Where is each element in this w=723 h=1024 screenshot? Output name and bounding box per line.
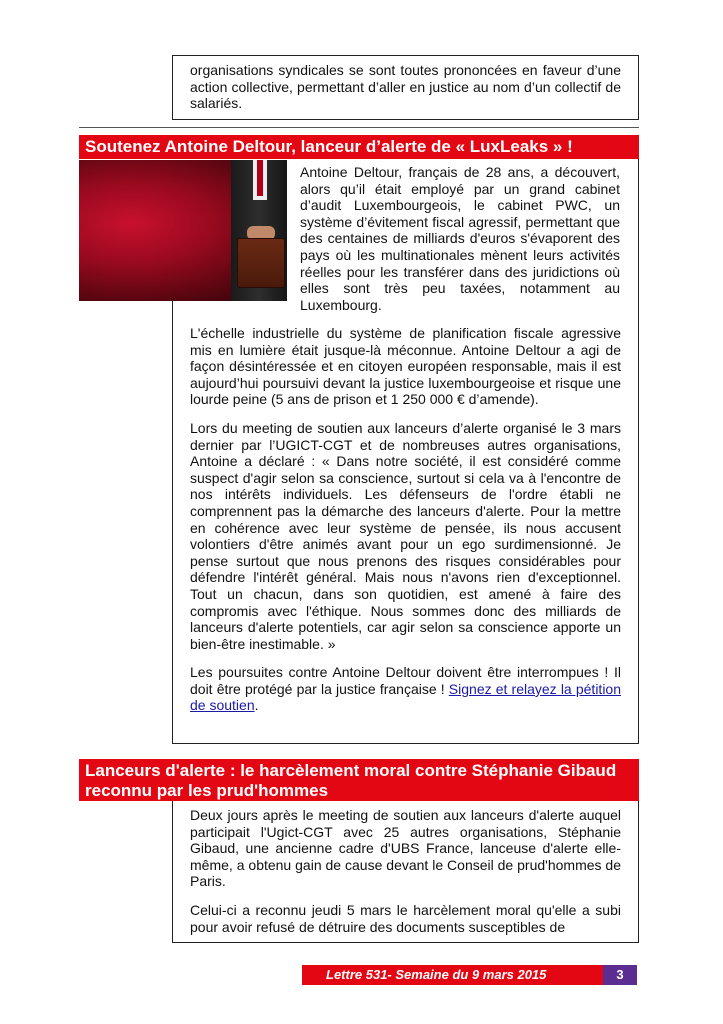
section1-para4-text: Les poursuites contre Antoine Deltour doivent être interrompues ! Il doit être protégé par la justice française !	[190, 664, 621, 697]
footer-bar	[302, 965, 637, 985]
section2-para1: Deux jours après le meeting de soutien aux lanceurs d'alerte auquel participait l'Ugict-CGT avec 25 autres organisations, Stéphanie Gibaud, une ancienne cadre d'UBS France, lanceuse d'alerte elle-même, a obtenu gain de cause devant le Conseil de prud'hommes de Paris.	[190, 807, 621, 890]
page-number: 3	[603, 965, 637, 985]
section1-box-right-edge	[638, 159, 639, 318]
footer-text: Lettre 531- Semaine du 9 mars 2015	[326, 967, 547, 982]
section2-para2: Celui-ci a reconnu jeudi 5 mars le harcèlement moral qu'elle a subi pour avoir refusé de détruire des documents susceptibles de	[190, 901, 621, 935]
section1-heading-text: Soutenez Antoine Deltour, lanceur d’alerte de « LuxLeaks » !	[85, 137, 573, 156]
petition-link[interactable]: Signez et relayez la pétition de soutien	[190, 680, 621, 714]
section2-heading-text: Lanceurs d'alerte : le harcèlement moral contre Stéphanie Gibaud reconnu par les prud'hommes	[85, 761, 617, 800]
section2-heading	[79, 759, 639, 801]
section1-para4-end: .	[254, 697, 259, 714]
section1-body-box	[172, 318, 639, 744]
section1-heading	[79, 135, 639, 159]
section1-para3: Lors du meeting de soutien aux lanceurs d’alerte organisé le 3 mars dernier par l’UGICT-CGT et de nombreuses autres organisations, Antoine a déclaré : « Dans notre société, il est considéré comme suspect d'agir selon sa conscience, surtout si cela va à l'encontre de nos intérêts individuels. Les défenseurs de l'ordre établi ne comprennent pas la démarche des lanceurs d'alerte. Pour la mettre en cohérence avec leur système de pensée, ils nous accusent volontiers d'être animés avant pour un ego surdimensionné. Je pense surtout que nous prenons des risques considérables pour défendre l'intérêt général. Mais nous n'avons rien d'exceptionnel. Tout un chacun, dans son quotidien, est amené à faire des compromis avec l'éthique. Nous sommes donc des milliards de lanceurs d'alerte potentiels, car agir selon sa conscience apporte un bien-être inestimable. »	[190, 419, 621, 652]
top-continuation-text: organisations syndicales se sont toutes prononcées en faveur d’une action collective, permettant d’aller en justice au nom d’un collectif de salariés.	[190, 62, 621, 112]
top-continuation-box	[172, 55, 639, 120]
section1-para4	[190, 664, 621, 714]
section1-intro: Antoine Deltour, français de 28 ans, a découvert, alors qu’il était employé par un grand cabinet d’audit Luxembourgeois, le cabinet PWC, un système d’évitement fiscal agressif, permettant que des centaines de milliards d'euros s'évaporent des pays où les multinationales mènent leurs activités réelles pour les transférer dans des juridictions où elles sont très peu taxées, notamment au Luxembourg.	[300, 164, 620, 313]
businessman-briefcase-image	[79, 160, 287, 301]
section2-body-box	[172, 801, 639, 943]
separator-rule	[79, 127, 639, 128]
section1-para2: L'échelle industrielle du système de planification fiscale agressive mis en lumière était jusque-là méconnue. Antoine Deltour a agi de façon désintéressée et en citoyen européen responsable, mais il est aujourd’hui poursuivi devant la justice luxembourgeoise et risque une lourde peine (5 ans de prison et 1 250 000 € d’amende).	[190, 325, 621, 408]
section1-box-left-edge	[172, 300, 173, 318]
